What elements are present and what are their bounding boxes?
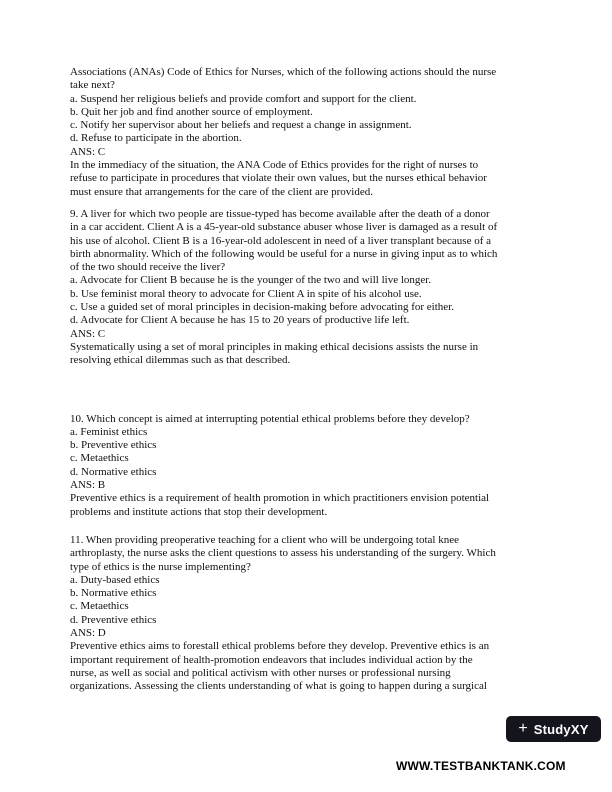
text-line: d. Refuse to participate in the abortion. (70, 132, 242, 145)
text-line: problems and institute actions that stop their development. (70, 505, 328, 518)
text-line: c. Notify her supervisor about her beliefs and request a change in assignment. (70, 119, 412, 132)
text-line: refuse to participate in procedures that violate their own values, but the nurses ethical behavior (70, 172, 487, 185)
text-line: ANS: B (70, 479, 106, 492)
plus-icon: + (518, 719, 528, 737)
text-line: birth abnormality. Which of the following would be useful for a nurse in giving input as to which (70, 247, 498, 260)
text-line: important requirement of health-promotion endeavors that includes individual action by the (70, 653, 473, 666)
text-line: ANS: D (70, 626, 106, 639)
text-line: ANS: C (70, 145, 106, 158)
text-line: nurse, as well as social and political activism with other nurses or professional nursing (70, 666, 451, 679)
text-line: a. Advocate for Client B because he is the younger of the two and will live longer. (70, 274, 432, 287)
text-line: arthroplasty, the nurse asks the client questions to assess his understanding of the surgery. Which (70, 547, 496, 560)
text-line: b. Quit her job and find another source of employment. (70, 105, 313, 118)
question-8-continuation (70, 66, 548, 199)
text-line: of the two should receive the liver? (70, 261, 226, 274)
text-line: c. Use a guided set of moral principles in decision-making before advocating for either. (70, 301, 454, 314)
text-line: a. Feminist ethics (70, 425, 148, 438)
text-line: 9. A liver for which two people are tissue-typed has become available after the death of a donor (70, 207, 490, 220)
text-line: type of ethics is the nurse implementing? (70, 560, 251, 573)
text-line: a. Duty-based ethics (70, 573, 160, 586)
studyxy-badge[interactable] (506, 716, 601, 742)
text-line: must ensure that arrangements for the care of the client are provided. (70, 185, 373, 198)
text-line: c. Metaethics (70, 452, 129, 465)
text-line: his use of alcohol. Client B is a 16-year-old adolescent in need of a liver transplant because of a (70, 234, 492, 247)
text-line: in a car accident. Client A is a 45-year-old substance abuser whose liver is damaged as a result of (70, 221, 498, 234)
text-line: In the immediacy of the situation, the ANA Code of Ethics provides for the right of nurses to (70, 159, 479, 172)
text-line: 11. When providing preoperative teaching for a client who will be undergoing total knee (70, 533, 459, 546)
text-line: b. Use feminist moral theory to advocate for Client A in spite of his alcohol use. (70, 287, 422, 300)
question-11 (70, 534, 548, 694)
text-line: take next? (70, 79, 115, 92)
text-line: b. Preventive ethics (70, 439, 157, 452)
text-line: 10. Which concept is aimed at interrupting potential ethical problems before they develop? (70, 412, 470, 425)
website-url[interactable]: WWW.TESTBANKTANK.COM (396, 759, 566, 773)
text-line: d. Advocate for Client A because he has 15 to 20 years of productive life left. (70, 314, 410, 327)
text-line: organizations. Assessing the clients understanding of what is going to happen during a surgical (70, 680, 487, 693)
question-10 (70, 413, 548, 519)
document-content (70, 66, 548, 693)
text-line: d. Normative ethics (70, 465, 157, 478)
text-line: ANS: C (70, 327, 106, 340)
question-9 (70, 208, 548, 368)
text-line: a. Suspend her religious beliefs and provide comfort and support for the client. (70, 92, 417, 105)
text-line: Systematically using a set of moral principles in making ethical decisions assists the nurse in (70, 340, 479, 353)
brand-label: StudyXY (533, 721, 589, 737)
text-line: b. Normative ethics (70, 587, 157, 600)
text-line: c. Metaethics (70, 600, 129, 613)
text-line: Associations (ANAs) Code of Ethics for Nurses, which of the following actions should the nurse (70, 66, 497, 78)
text-line: resolving ethical dilemmas such as that described. (70, 354, 291, 367)
text-line: Preventive ethics aims to forestall ethical problems before they develop. Preventive ethics is an (70, 640, 490, 653)
text-line: d. Preventive ethics (70, 613, 157, 626)
text-line: Preventive ethics is a requirement of health promotion in which practitioners envision potential (70, 492, 490, 505)
